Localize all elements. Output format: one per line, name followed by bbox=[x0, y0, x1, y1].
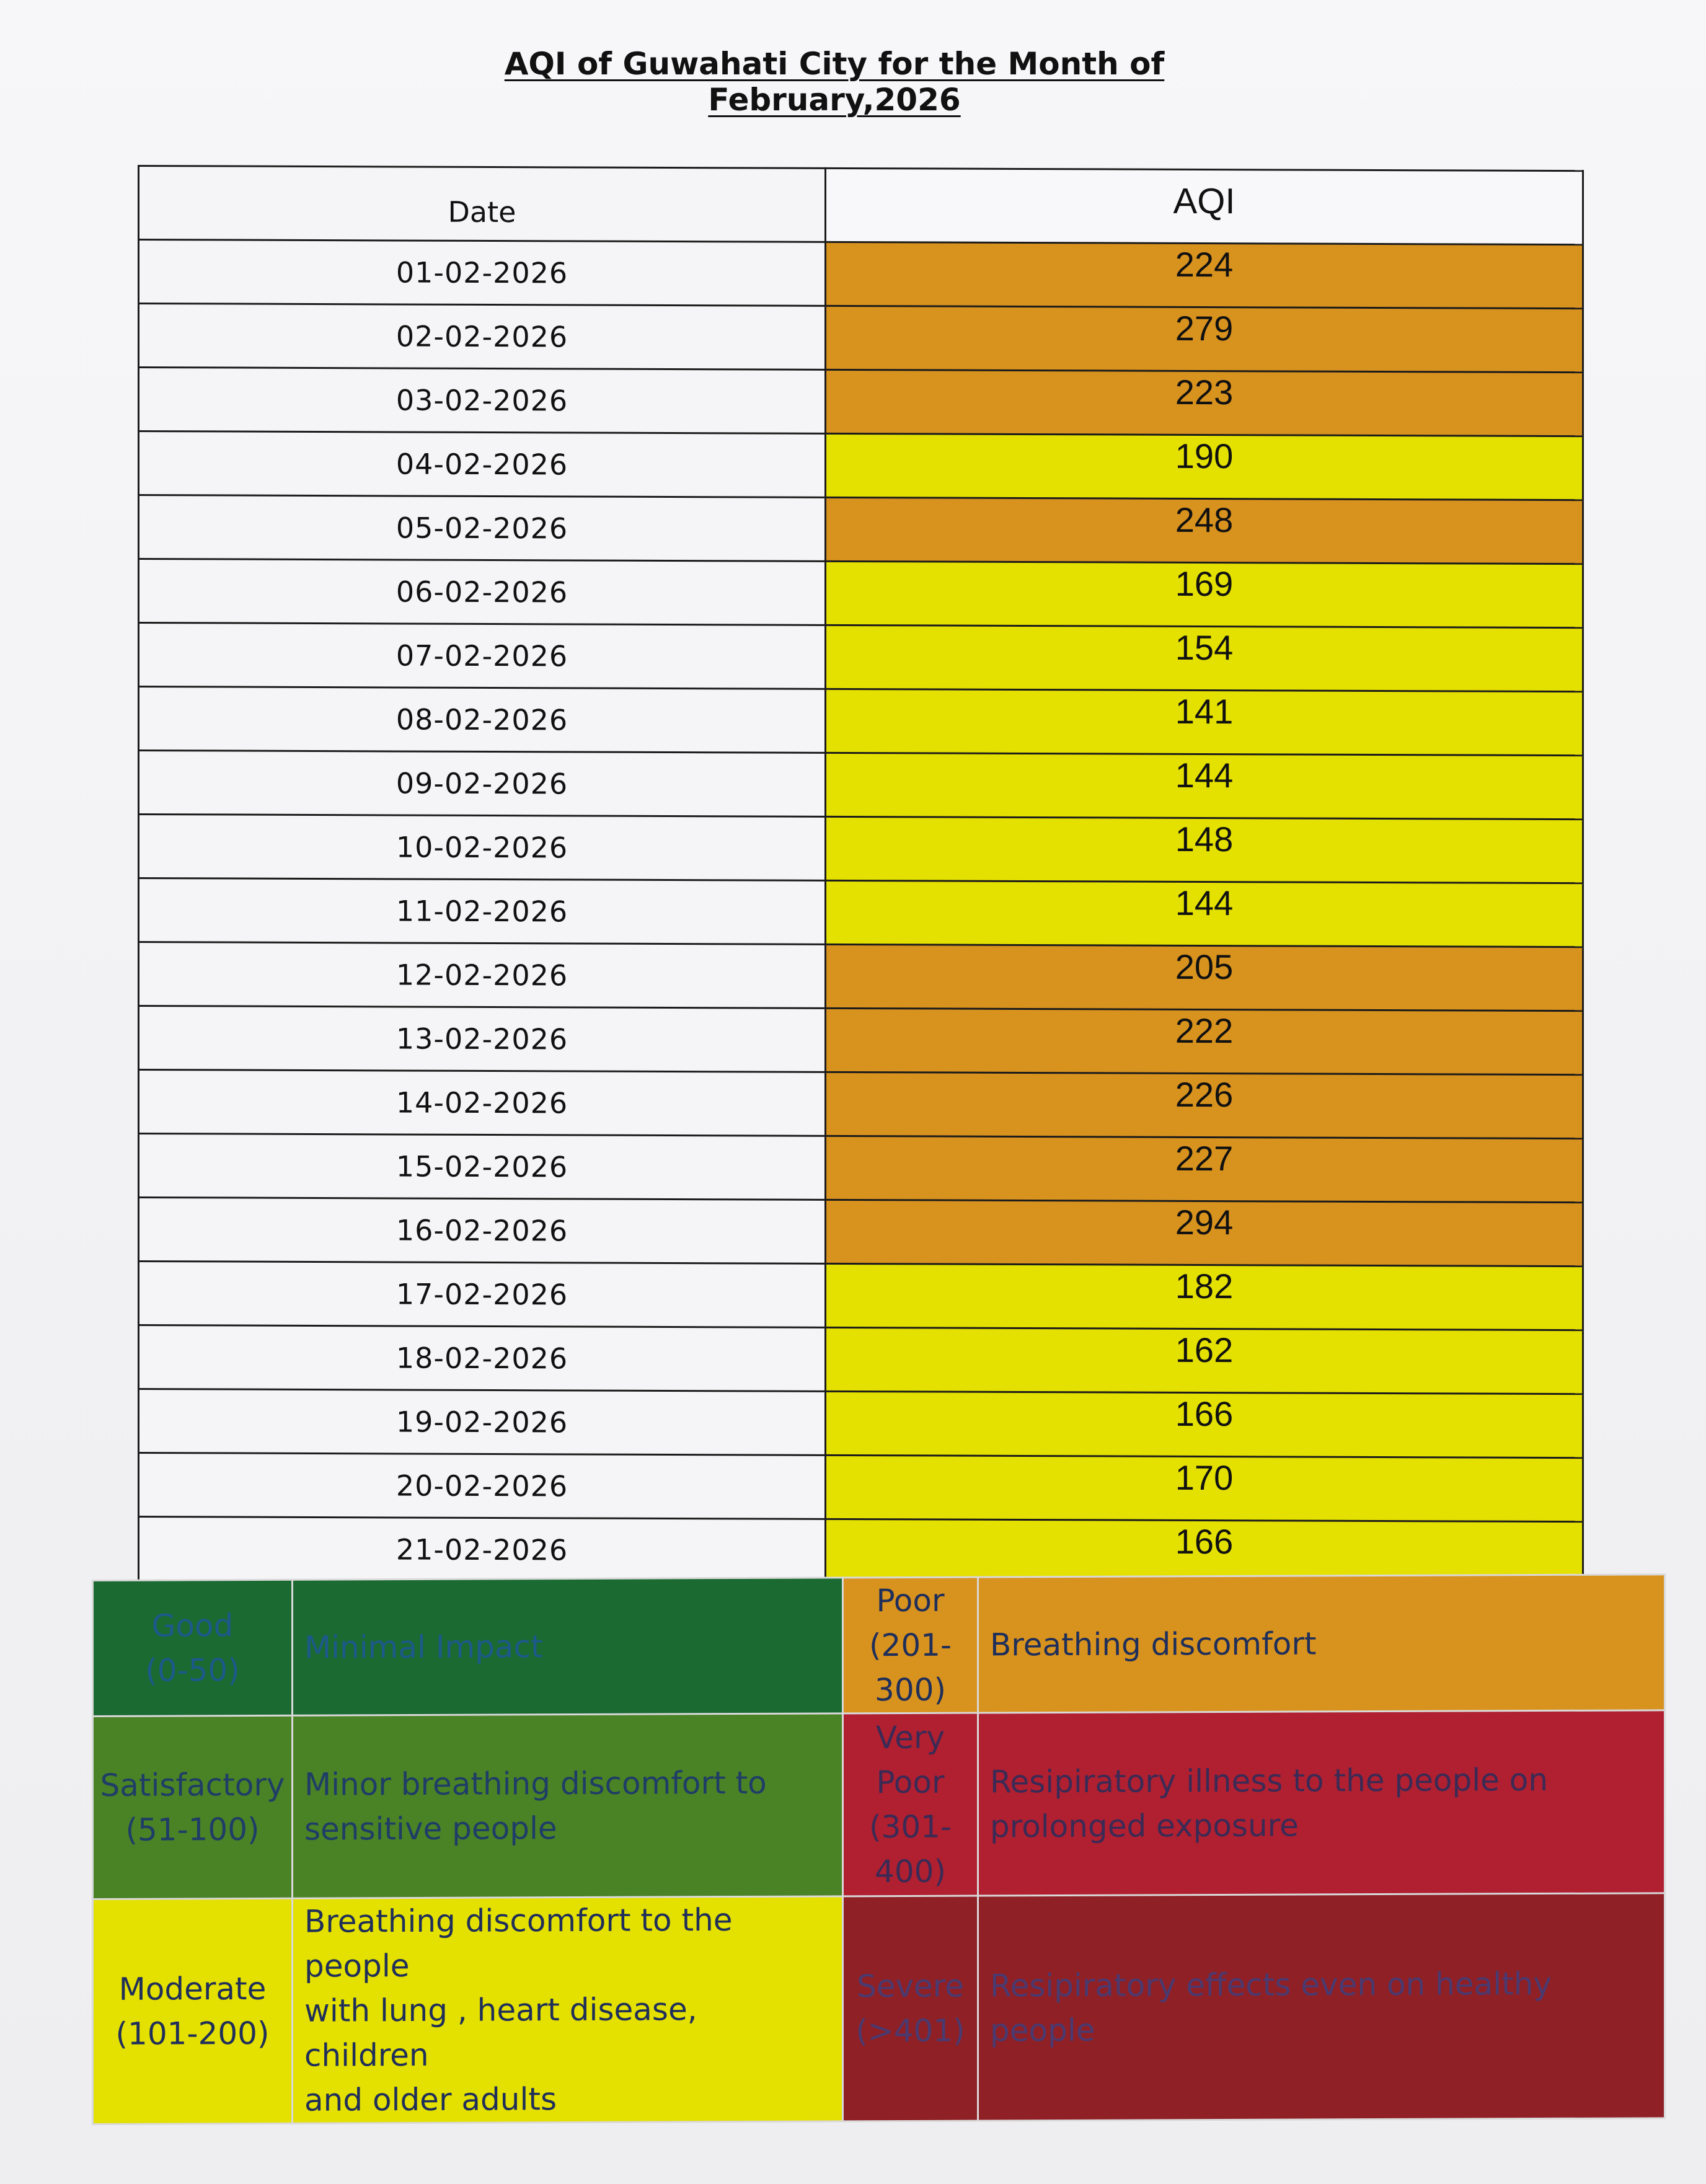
table-row bbox=[139, 1070, 1583, 1139]
aqi-value-cell: 144 bbox=[826, 880, 1583, 947]
legend-level-satisfactory bbox=[93, 1715, 293, 1899]
aqi-value-cell: 294 bbox=[826, 1200, 1583, 1266]
legend-level-severe bbox=[843, 1896, 978, 2121]
table-row bbox=[139, 751, 1583, 820]
aqi-value-cell: 169 bbox=[826, 561, 1583, 627]
aqi-value-cell: 223 bbox=[826, 369, 1583, 436]
date-cell: 06-02-2026 bbox=[139, 559, 826, 626]
legend-impact-very-poor bbox=[978, 1710, 1665, 1896]
date-cell: 11-02-2026 bbox=[139, 878, 826, 945]
table-row bbox=[139, 815, 1583, 883]
legend-level-range: (201- bbox=[869, 1627, 952, 1664]
legend-level-range: (51-100) bbox=[125, 1811, 260, 1848]
aqi-table-body bbox=[139, 240, 1583, 1650]
table-row bbox=[139, 1006, 1583, 1075]
table-row bbox=[139, 240, 1583, 309]
legend-level-label: Poor bbox=[876, 1764, 945, 1801]
aqi-value-cell: 190 bbox=[826, 433, 1583, 500]
date-cell: 08-02-2026 bbox=[139, 687, 826, 753]
date-cell: 14-02-2026 bbox=[139, 1070, 826, 1136]
table-row bbox=[139, 1134, 1583, 1203]
date-cell: 21-02-2026 bbox=[139, 1517, 826, 1583]
legend-level-label: Moderate bbox=[118, 1970, 267, 2007]
table-row bbox=[139, 495, 1583, 564]
table-row bbox=[139, 942, 1583, 1011]
date-cell: 09-02-2026 bbox=[139, 751, 826, 817]
table-row bbox=[139, 1198, 1583, 1267]
table-row bbox=[139, 368, 1583, 436]
legend-impact-line: sensitive people bbox=[304, 1810, 557, 1847]
aqi-value-cell: 144 bbox=[826, 753, 1583, 819]
date-cell: 16-02-2026 bbox=[139, 1198, 826, 1264]
table-row bbox=[139, 1389, 1583, 1458]
aqi-value-cell: 205 bbox=[826, 944, 1583, 1010]
aqi-value-cell: 279 bbox=[826, 306, 1583, 372]
legend-level-range: (>401) bbox=[855, 2012, 965, 2049]
aqi-value-cell: 222 bbox=[826, 1008, 1583, 1074]
legend-row bbox=[93, 1575, 1665, 1717]
aqi-value-cell: 141 bbox=[826, 689, 1583, 755]
aqi-value-cell: 148 bbox=[826, 816, 1583, 883]
legend-level-very-poor bbox=[843, 1713, 978, 1896]
legend-impact-poor: Breathing discomfort bbox=[978, 1575, 1665, 1713]
aqi-value-cell: 248 bbox=[826, 497, 1583, 564]
aqi-table bbox=[138, 165, 1584, 1650]
date-cell: 19-02-2026 bbox=[139, 1389, 826, 1456]
table-row bbox=[139, 1453, 1583, 1522]
legend-level-range: (0-50) bbox=[145, 1652, 240, 1689]
legend-impact-line: Minor breathing discomfort to bbox=[304, 1764, 767, 1803]
date-cell: 04-02-2026 bbox=[139, 431, 826, 498]
aqi-value-cell: 224 bbox=[826, 242, 1583, 308]
table-row bbox=[139, 431, 1583, 500]
legend-level-label: Satisfactory bbox=[100, 1766, 285, 1803]
aqi-legend bbox=[92, 1573, 1666, 2125]
table-row bbox=[139, 623, 1583, 692]
column-header-date: Date bbox=[139, 166, 826, 242]
date-cell: 10-02-2026 bbox=[139, 815, 826, 881]
legend-level-label: Poor bbox=[876, 1582, 945, 1619]
legend-impact-satisfactory bbox=[293, 1713, 843, 1898]
table-row bbox=[139, 304, 1583, 373]
legend-row bbox=[93, 1710, 1665, 1899]
aqi-value-cell: 182 bbox=[826, 1263, 1583, 1330]
table-row bbox=[139, 1262, 1583, 1330]
legend-level-label: Good bbox=[151, 1607, 234, 1644]
date-cell: 07-02-2026 bbox=[139, 623, 826, 689]
legend-level-good bbox=[93, 1580, 293, 1716]
date-cell: 02-02-2026 bbox=[139, 304, 826, 370]
legend-level-moderate bbox=[93, 1898, 293, 2124]
aqi-value-cell: 226 bbox=[826, 1072, 1583, 1138]
date-cell: 05-02-2026 bbox=[139, 495, 826, 562]
legend-impact-line: and older adults bbox=[304, 2081, 557, 2118]
column-header-aqi: AQI bbox=[826, 168, 1583, 244]
legend-level-range: (101-200) bbox=[115, 2015, 270, 2052]
legend-row bbox=[93, 1893, 1665, 2124]
legend-impact-line: Resipiratory illness to the people on bbox=[990, 1761, 1549, 1800]
date-cell: 03-02-2026 bbox=[139, 368, 826, 434]
legend-level-range: (301- bbox=[869, 1808, 952, 1846]
legend-impact-line: Breathing discomfort to the people bbox=[304, 1902, 733, 1984]
table-row bbox=[139, 878, 1583, 947]
table-row bbox=[139, 1325, 1583, 1394]
legend-level-range: 400) bbox=[875, 1853, 946, 1890]
date-cell: 12-02-2026 bbox=[139, 942, 826, 1009]
aqi-value-cell: 170 bbox=[826, 1455, 1583, 1521]
table-header-row bbox=[139, 166, 1583, 245]
date-cell: 20-02-2026 bbox=[139, 1453, 826, 1519]
aqi-value-cell: 166 bbox=[826, 1519, 1583, 1585]
aqi-value-cell: 227 bbox=[826, 1136, 1583, 1202]
legend-impact-moderate bbox=[293, 1896, 843, 2123]
date-cell: 13-02-2026 bbox=[139, 1006, 826, 1072]
aqi-value-cell: 162 bbox=[826, 1327, 1583, 1394]
legend-impact-line: with lung , heart disease, children bbox=[304, 1991, 697, 2074]
legend-level-poor bbox=[843, 1577, 978, 1713]
table-row bbox=[139, 559, 1583, 628]
date-cell: 18-02-2026 bbox=[139, 1325, 826, 1392]
legend-level-label: Severe bbox=[856, 1968, 965, 2005]
date-cell: 17-02-2026 bbox=[139, 1262, 826, 1328]
legend-impact-line: prolonged exposure bbox=[990, 1807, 1299, 1845]
legend-level-range: 300) bbox=[875, 1671, 946, 1709]
date-cell: 01-02-2026 bbox=[139, 240, 826, 306]
page-title: AQI of Guwahati City for the Month of February,2026 bbox=[504, 46, 1165, 118]
legend-impact-severe: Resipiratory effects even on healthy people bbox=[978, 1893, 1665, 2121]
table-row bbox=[139, 687, 1583, 756]
legend-level-label: Very bbox=[875, 1719, 945, 1756]
date-cell: 15-02-2026 bbox=[139, 1134, 826, 1200]
aqi-value-cell: 154 bbox=[826, 625, 1583, 691]
aqi-value-cell: 166 bbox=[826, 1391, 1583, 1457]
legend-impact-good: Minimal Impact bbox=[293, 1578, 843, 1715]
